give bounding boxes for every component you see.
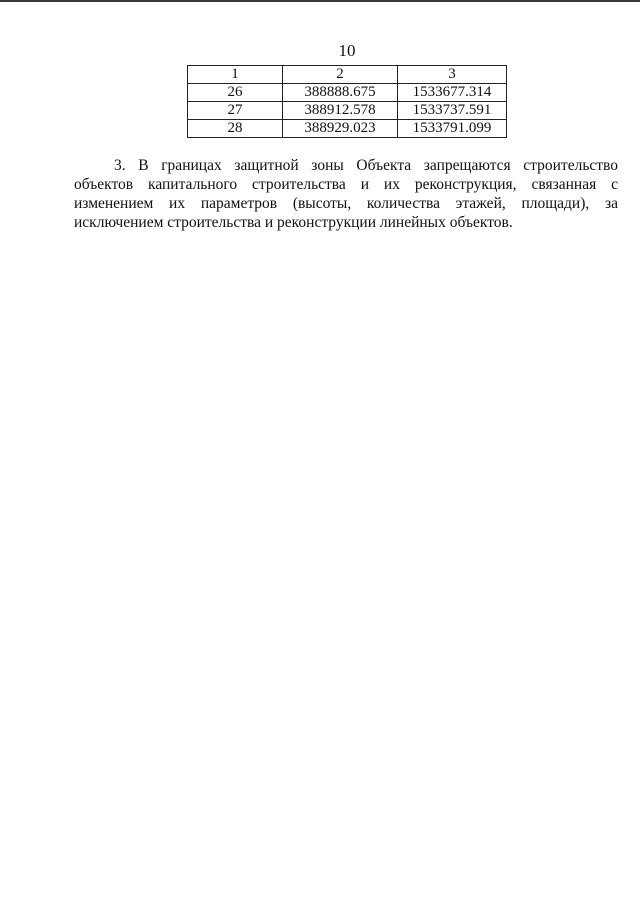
table-cell-y-coordinate: 1533737.591 bbox=[398, 102, 507, 120]
table-header-cell: 1 bbox=[188, 66, 283, 84]
table-cell-y-coordinate: 1533791.099 bbox=[398, 120, 507, 138]
scan-edge-line bbox=[0, 0, 640, 2]
table-header-row bbox=[188, 66, 507, 84]
table-header-cell: 2 bbox=[283, 66, 398, 84]
table-row bbox=[188, 120, 507, 138]
table-cell-point-number: 26 bbox=[188, 84, 283, 102]
table-cell-x-coordinate: 388929.023 bbox=[283, 120, 398, 138]
table-cell-point-number: 28 bbox=[188, 120, 283, 138]
table-cell-x-coordinate: 388888.675 bbox=[283, 84, 398, 102]
page-number: 10 bbox=[338, 41, 356, 60]
table-cell-y-coordinate: 1533677.314 bbox=[398, 84, 507, 102]
table-cell-x-coordinate: 388912.578 bbox=[283, 102, 398, 120]
restriction-paragraph: 3. В границах защитной зоны Объекта запрещаются строительство объектов капитального строительства и их реконструкция, связанная с изменением их параметров (высоты, количества этажей, площади), за исключением строительства и реконструкции линейных объектов. bbox=[74, 157, 618, 231]
table-row bbox=[188, 84, 507, 102]
coordinates-table bbox=[187, 65, 507, 138]
table-row bbox=[188, 102, 507, 120]
table-header-cell: 3 bbox=[398, 66, 507, 84]
table-cell-point-number: 27 bbox=[188, 102, 283, 120]
